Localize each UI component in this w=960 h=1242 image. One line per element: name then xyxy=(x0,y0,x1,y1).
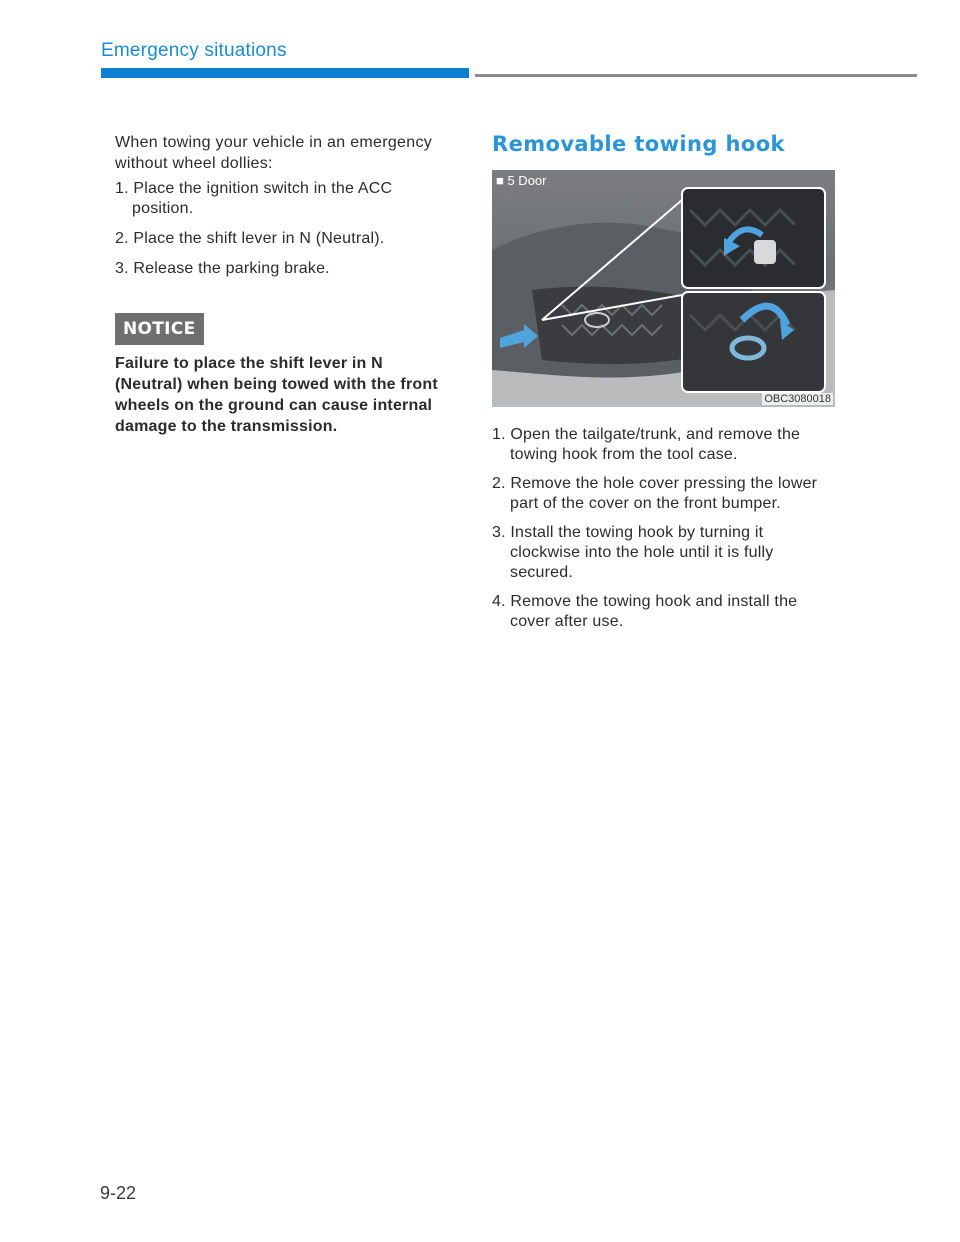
header-rule-accent xyxy=(101,68,469,78)
left-step-2: 2. Place the shift lever in N (Neutral). xyxy=(115,230,385,247)
figure-code: OBC3080018 xyxy=(764,393,831,405)
notice-badge: NOTICE xyxy=(115,313,204,345)
left-step-1: 1. Place the ignition switch in the ACC position. xyxy=(115,180,393,217)
towing-hook-illustration xyxy=(492,170,835,407)
left-column xyxy=(115,132,445,437)
towing-hook-steps xyxy=(492,425,837,632)
intro-text: When towing your vehicle in an emergency without wheel dollies: xyxy=(115,134,433,172)
header-rule xyxy=(475,74,917,77)
page-number: 9-22 xyxy=(100,1183,137,1203)
right-step-1: 1. Open the tailgate/trunk, and remove the towing hook from the tool case. xyxy=(492,426,801,463)
removable-towing-hook-heading: Removable towing hook xyxy=(492,132,785,156)
right-step-4: 4. Remove the towing hook and install the cover after use. xyxy=(492,593,798,630)
right-step-2: 2. Remove the hole cover pressing the lower part of the cover on the front bumper. xyxy=(492,475,818,512)
right-column xyxy=(492,132,837,641)
right-step-3: 3. Install the towing hook by turning it clockwise into the hole until it is fully secured. xyxy=(492,524,774,581)
notice-text: Failure to place the shift lever in N (Neutral) when being towed with the front wheels on the ground can cause internal damage to the transmission. xyxy=(115,355,438,435)
section-title: Emergency situations xyxy=(101,40,287,61)
figure-label: ■ 5 Door xyxy=(496,173,547,188)
left-step-3: 3. Release the parking brake. xyxy=(115,260,330,277)
car-front-illustration xyxy=(492,170,835,407)
